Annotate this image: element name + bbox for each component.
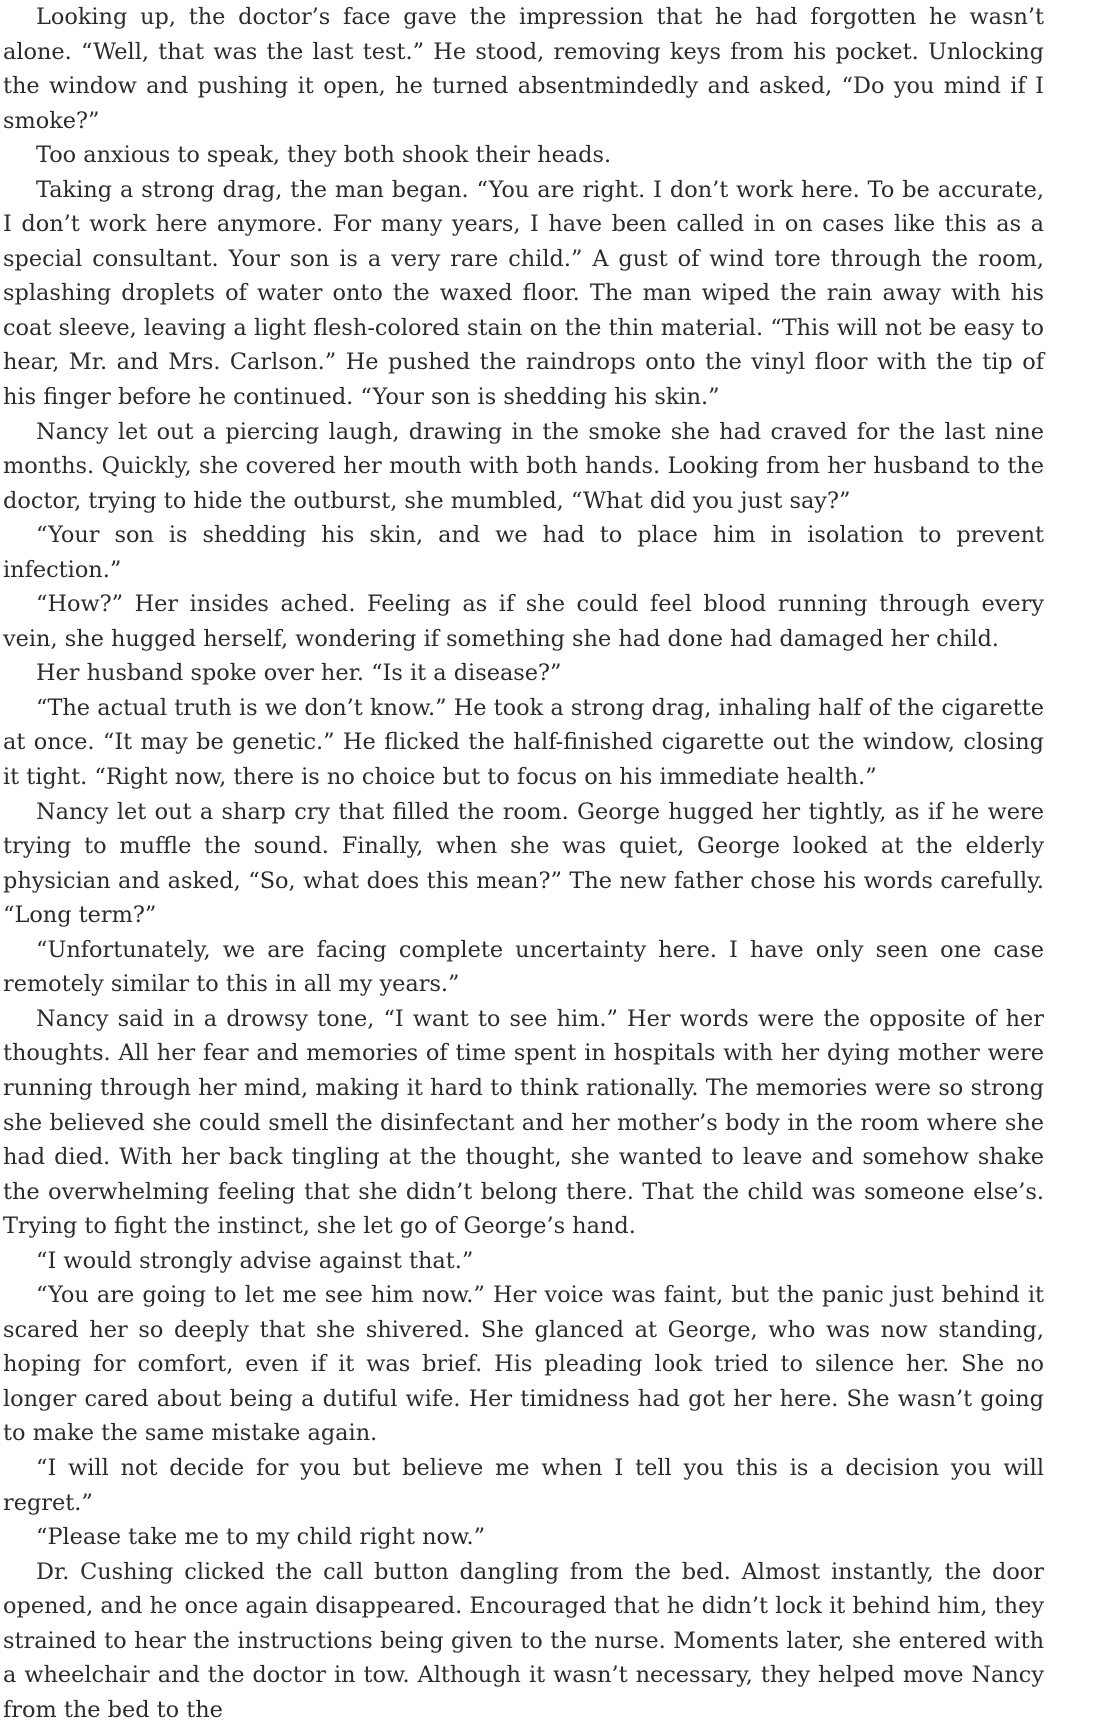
paragraph: “Your son is shedding his skin, and we had to place him in isolation to prevent infection.” [3,522,1044,583]
paragraph: “Unfortunately, we are facing complete uncertainty here. I have only seen one case remotely similar to this in all my years.” [3,936,1044,998]
paragraph: Nancy said in a drowsy tone, “I want to see him.” Her words were the opposite of her thoughts. All her fear and memories of time spent in hospitals with her dying mother were running through her mind, making it hard to think rationally. The memories were so strong she believed she could smell the disinfectant and her mother’s body in the room where she had died. With her back tingling at the thought, she wanted to leave and somehow shake the overwhelming feeling that she didn’t belong there. That the child was someone else’s. Trying to fight the instinct, she let go of George’s hand. [3,1005,1044,1240]
paragraph: “I will not decide for you but believe me when I tell you this is a decision you will regret.” [3,1454,1044,1516]
paragraph: “Please take me to my child right now.” [36,1524,486,1551]
paragraph: Dr. Cushing clicked the call button dangling from the bed. Almost instantly, the door opened, and he once again disappeared. Encouraged that he didn’t lock it behind him, they strained to hear the instructions being given to the nurse. Moments later, she entered with a wheelchair and the doctor in tow. Although it wasn’t necessary, they helped move Nancy from the bed to the [3,1558,1044,1723]
paragraph: “How?” Her insides ached. Feeling as if she could feel blood running through every vein, she hugged herself, wondering if something she had done had damaged her child. [3,591,1044,652]
paragraph: Looking up, the doctor’s face gave the impression that he had forgotten he wasn’t alone. “Well, that was the last test.” He stood, removing keys from his pocket. Unlocking the window and pushing it open, he turned absentmindedly and asked, “Do you mind if I smoke?” [3,4,1044,134]
paragraph: Her husband spoke over her. “Is it a disease?” [36,660,562,687]
paragraph: Taking a strong drag, the man began. “You are right. I don’t work here. To be accurate, I don’t work here anymore. For many years, I have been called in on cases like this as a special consultant. Your son is a very rare child.” A gust of wind tore through the room, splashing droplets of water onto the waxed floor. The man wiped the rain away with his coat sleeve, leaving a light flesh-colored stain on the thin material. “This will not be easy to hear, Mr. and Mrs. Carlson.” He pushed the raindrops onto the vinyl floor with the tip of his finger before he continued. “Your son is shedding his skin.” [3,176,1044,411]
paragraph: Too anxious to speak, they both shook their heads. [36,142,612,169]
paragraph: “The actual truth is we don’t know.” He took a strong drag, inhaling half of the cigarette at once. “It may be genetic.” He flicked the half-finished cigarette out the window, closing it tight. “Right now, there is no choice but to focus on his immediate health.” [3,694,1044,791]
paragraph: Nancy let out a piercing laugh, drawing in the smoke she had craved for the last nine months. Quickly, she covered her mouth with both hands. Looking from her husband to the doctor, trying to hide the outburst, she mumbled, “What did you just say?” [3,418,1044,514]
page-text [3,0,1044,1727]
paragraph: “I would strongly advise against that.” [36,1247,474,1274]
paragraph: “You are going to let me see him now.” Her voice was faint, but the panic just behind it scared her so deeply that she shivered. She glanced at George, who was now standing, hoping for comfort, even if it was brief. His pleading look tried to silence her. She no longer cared about being a dutiful wife. Her timidness had got her here. She wasn’t going to make the same mistake again. [3,1282,1044,1447]
paragraph: Nancy let out a sharp cry that filled the room. George hugged her tightly, as if he were trying to muffle the sound. Finally, when she was quiet, George looked at the elderly physician and asked, “So, what does this mean?” The new father chose his words carefully. “Long term?” [3,798,1044,929]
